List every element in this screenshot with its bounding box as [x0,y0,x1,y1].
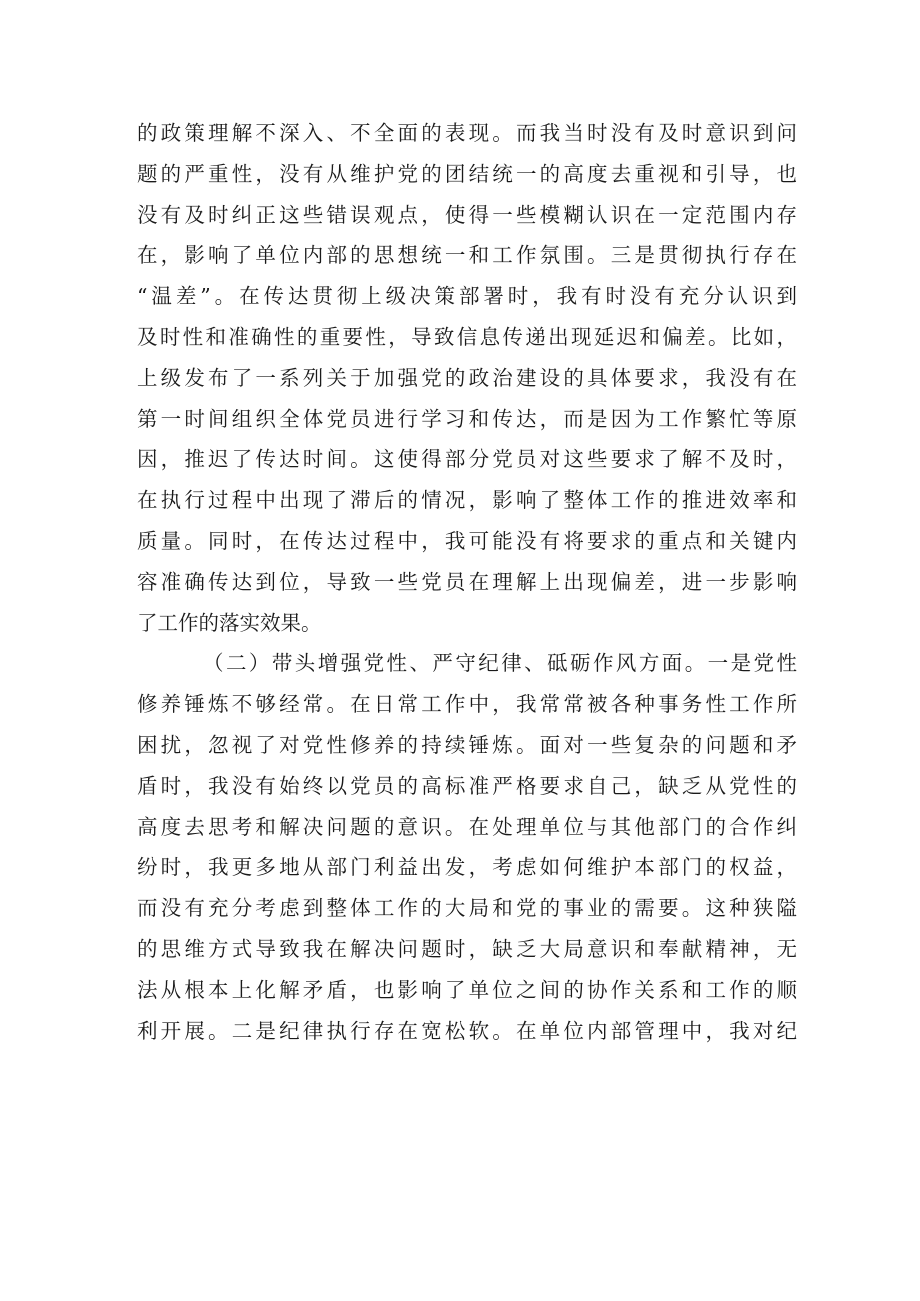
paragraph-line: 第一时间组织全体党员进行学习和传达，而是因为工作繁忙等原 [137,406,797,431]
paragraph-line: 盾时，我没有始终以党员的高标准严格要求自己，缺乏从党性的 [137,773,797,798]
paragraph-line: 在执行过程中出现了滞后的情况，影响了整体工作的推进效率和 [137,488,797,513]
paragraph-1 [137,113,797,643]
paragraph-2 [137,643,797,1051]
paragraph-line: 纷时，我更多地从部门利益出发，考虑如何维护本部门的权益， [137,855,797,880]
paragraph-line: 上级发布了一系列关于加强党的政治建设的具体要求，我没有在 [137,365,797,390]
paragraph-line: 困扰，忽视了对党性修养的持续锤炼。面对一些复杂的问题和矛 [137,732,797,757]
paragraph-line: 的思维方式导致我在解决问题时，缺乏大局意识和奉献精神，无 [137,936,797,961]
paragraph-line: （二）带头增强党性、严守纪律、砥砺作风方面。一是党性 [203,651,797,676]
paragraph-line: 修养锤炼不够经常。在日常工作中，我常常被各种事务性工作所 [137,692,797,717]
paragraph-line: 题的严重性，没有从维护党的团结统一的高度去重视和引导，也 [137,161,797,186]
paragraph-line: 利开展。二是纪律执行存在宽松软。在单位内部管理中，我对纪 [137,1018,797,1043]
paragraph-line: 的政策理解不深入、不全面的表现。而我当时没有及时意识到问 [137,121,797,145]
paragraph-line: 而没有充分考虑到整体工作的大局和党的事业的需要。这种狭隘 [137,896,797,921]
paragraph-line: 及时性和准确性的重要性，导致信息传递出现延迟和偏差。比如， [137,324,797,349]
paragraph-line: 高度去思考和解决问题的意识。在处理单位与其他部门的合作纠 [137,814,797,839]
paragraph-line: 质量。同时，在传达过程中，我可能没有将要求的重点和关键内 [137,528,797,553]
paragraph-line: 了工作的落实效果。 [137,610,322,635]
document-body [137,113,797,1051]
paragraph-line: 容准确传达到位，导致一些党员在理解上出现偏差，进一步影响 [137,569,797,594]
paragraph-line: 因，推迟了传达时间。这使得部分党员对这些要求了解不及时， [137,447,797,472]
paragraph-line: 在，影响了单位内部的思想统一和工作氛围。三是贯彻执行存在 [137,243,797,268]
paragraph-line: 法从根本上化解矛盾，也影响了单位之间的协作关系和工作的顺 [137,977,797,1002]
paragraph-line: “温差”。在传达贯彻上级决策部署时，我有时没有充分认识到 [137,284,797,309]
paragraph-line: 没有及时纠正这些错误观点，使得一些模糊认识在一定范围内存 [137,202,797,227]
